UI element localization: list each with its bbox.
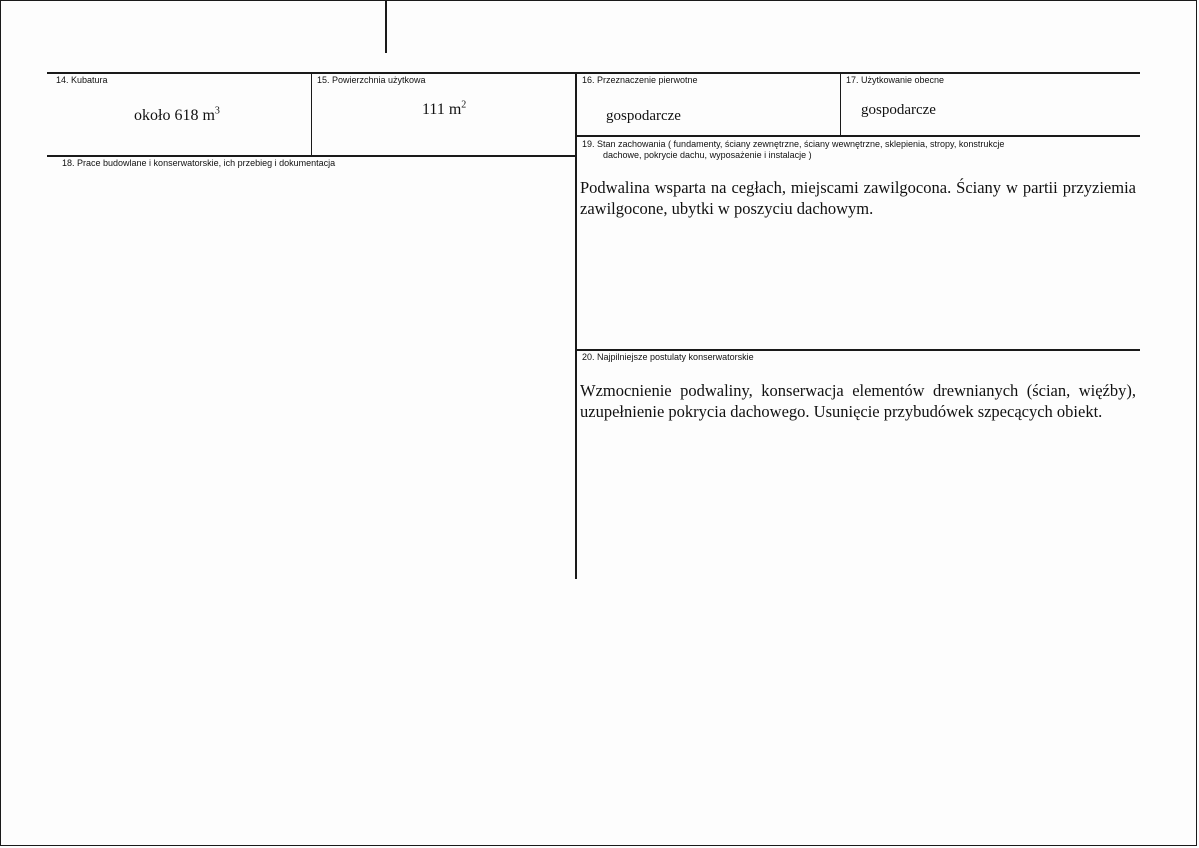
field-20-label: 20. Najpilniejsze postulaty konserwatorskie: [582, 352, 754, 362]
field-14-label: 14. Kubatura: [56, 75, 108, 85]
rule-above-20: [576, 349, 1140, 351]
top-center-tick: [385, 0, 387, 53]
field-20-value: Wzmocnienie podwaliny, konserwacja elementów drewnianych (ścian, więźby), uzupełnienie pokrycia dachowego. Usunięcie przybudówek szpecących obiekt.: [580, 381, 1136, 421]
field-18-label: 18. Prace budowlane i konserwatorskie, ich przebieg i dokumentacja: [62, 158, 336, 168]
field-14-value: [134, 106, 220, 126]
field-16-label: 16. Przeznaczenie pierwotne: [582, 75, 698, 85]
field-14-value-text: około 618 m: [134, 107, 215, 124]
field-14-unit-exponent: 3: [214, 105, 220, 117]
field-19-label-line2: dachowe, pokrycie dachu, wyposażenie i instalacje ): [603, 150, 812, 160]
divider-16-17: [840, 73, 841, 136]
field-15-value-text: 111 m: [422, 101, 462, 118]
divider-15-16: [575, 73, 577, 579]
field-15-label: 15. Powierzchnia użytkowa: [317, 75, 426, 85]
row-top-rule: [47, 72, 1140, 74]
rule-below-16-17: [576, 135, 1140, 137]
field-16-value: gospodarcze: [606, 108, 681, 124]
field-15-value: [422, 100, 466, 120]
field-19-value: Podwalina wsparta na cegłach, miejscami zawilgocona. Ściany w partii przyziemia zawilgocone, ubytki w poszyciu dachowym.: [580, 178, 1136, 218]
field-17-label: 17. Użytkowanie obecne: [846, 75, 945, 85]
field-15-unit-exponent: 2: [461, 99, 467, 111]
divider-14-15: [311, 73, 312, 156]
rule-below-14-15: [47, 155, 576, 157]
field-19-label-line1: 19. Stan zachowania ( fundamenty, ściany zewnętrzne, ściany wewnętrzne, sklepienia, stropy, konstrukcje: [582, 139, 1005, 149]
field-17-value: gospodarcze: [861, 102, 936, 118]
